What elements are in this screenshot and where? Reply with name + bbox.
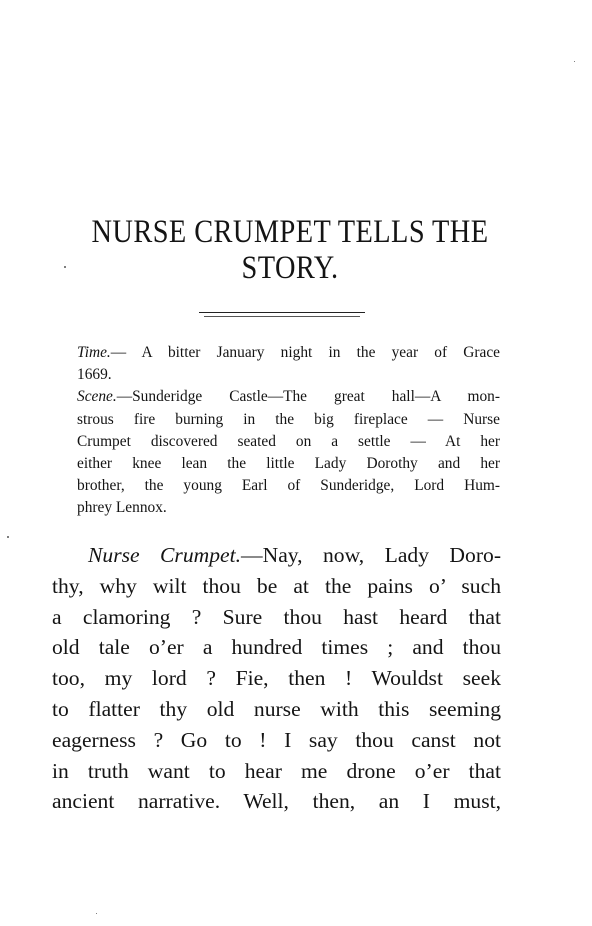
stage-directions — [77, 342, 500, 520]
scene-line-2: strous fire burning in the big fireplace — Nurse — [77, 410, 500, 428]
scan-speck — [64, 266, 66, 268]
scan-speck — [574, 61, 575, 62]
body-line-5: too, my lord ? Fie, then ! Wouldst seek — [52, 666, 501, 691]
scene-line-4: either knee lean the little Lady Dorothy and her — [77, 455, 500, 473]
scene-line-5: brother, the young Earl of Sunderidge, Lord Hum- — [77, 477, 500, 495]
body-line-7: eagerness ? Go to ! I say thou canst not — [52, 727, 501, 752]
body-line-2: thy, why wilt thou be at the pains o’ such — [52, 573, 501, 598]
scene-label: Scene. — [77, 388, 117, 406]
time-direction — [77, 342, 500, 386]
time-line-1 — [77, 342, 500, 364]
time-text-1: — A bitter January night in the year of Grace — [110, 344, 500, 361]
title-divider — [199, 312, 365, 313]
scene-text-1: —Sunderidge Castle—The great hall—A mon- — [116, 388, 500, 406]
chapter-title — [75, 214, 505, 286]
scan-speck — [7, 536, 9, 538]
body-line-4: old tale o’er a hundred times ; and thou — [52, 635, 501, 660]
scene-line-1 — [77, 386, 500, 408]
body-line-9: ancient narrative. Well, then, an I must, — [52, 789, 501, 814]
scene-line-6: phrey Lennox. — [77, 499, 167, 517]
scene-direction — [77, 386, 500, 519]
time-label: Time. — [77, 344, 111, 361]
body-line-1-text: —Nay, now, Lady Doro- — [241, 543, 502, 567]
body-line-8: in truth want to hear me drone o’er that — [52, 758, 501, 783]
body-paragraph — [52, 540, 501, 817]
body-line-6: to flatter thy old nurse with this seeming — [52, 696, 501, 721]
title-divider-underline — [204, 316, 360, 317]
scene-line-3: Crumpet discovered seated on a settle — At her — [77, 432, 500, 450]
scan-speck — [96, 913, 97, 914]
body-line-3: a clamoring ? Sure thou hast heard that — [52, 604, 501, 629]
speaker-name: Nurse Crumpet. — [88, 543, 242, 567]
chapter-title-line-1: NURSE CRUMPET TELLS THE — [91, 214, 489, 250]
chapter-title-line-2: STORY. — [241, 250, 339, 286]
time-line-2: 1669. — [77, 366, 112, 384]
body-line-1 — [52, 540, 501, 571]
